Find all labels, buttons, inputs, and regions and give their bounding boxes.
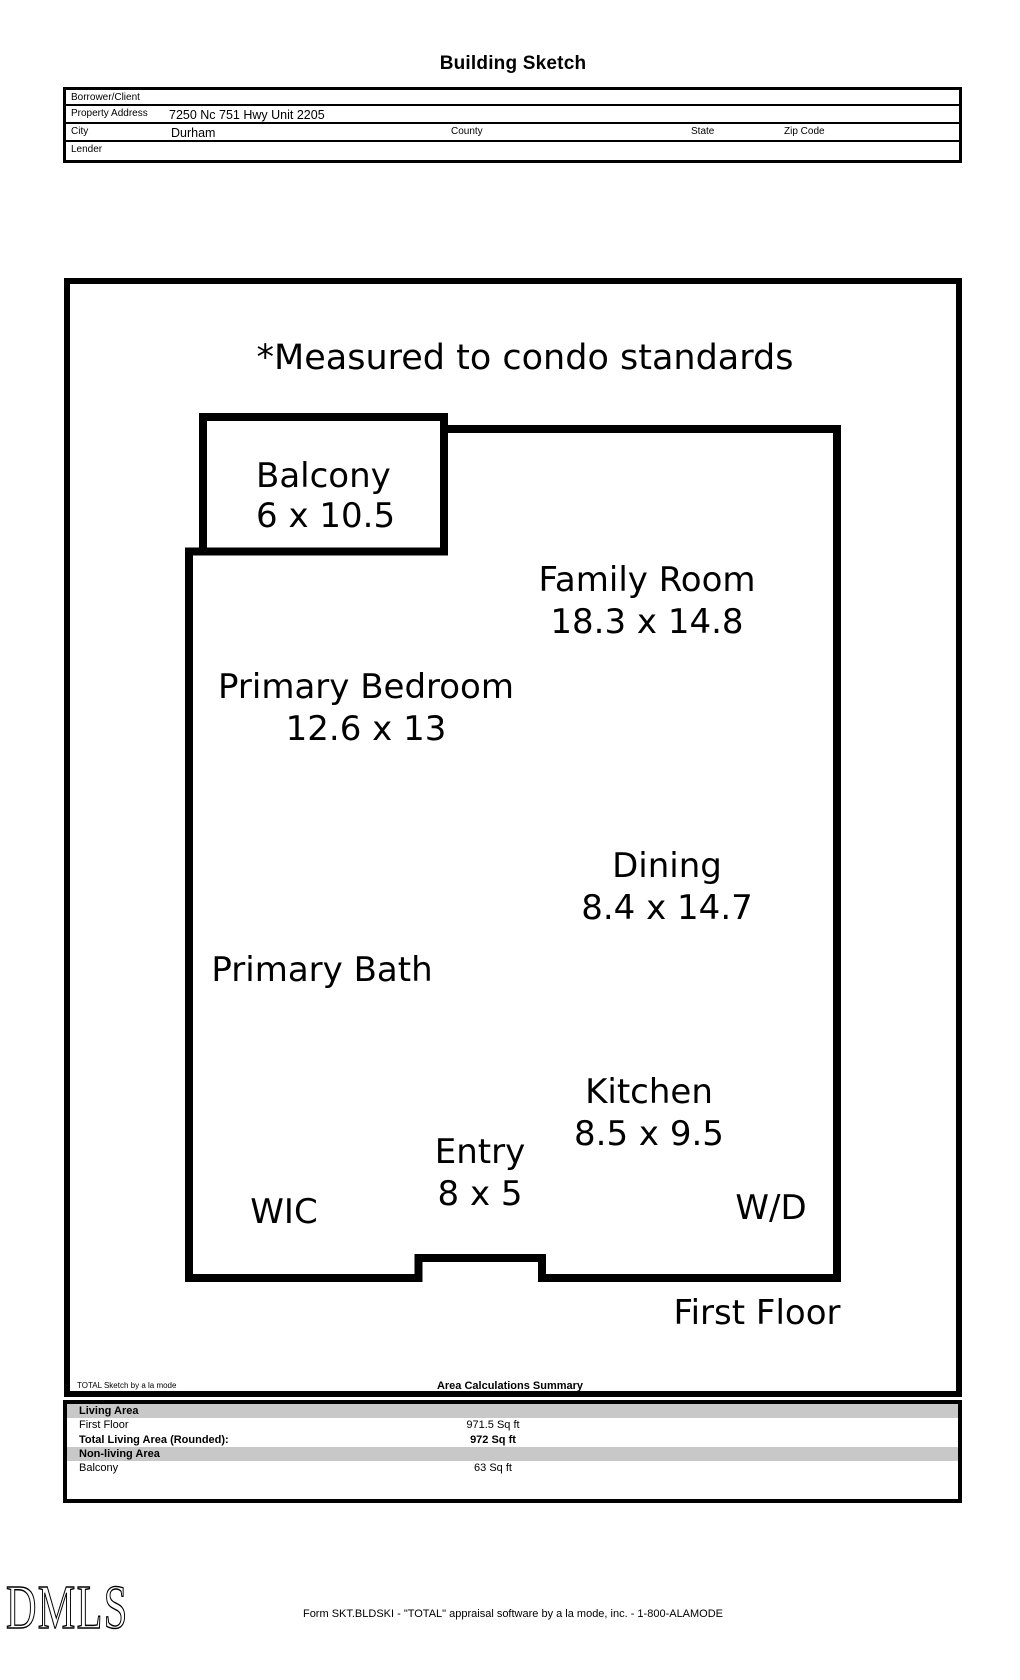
section-label: Living Area [79,1405,139,1417]
room-dims: 18.3 x 14.8 [550,602,744,642]
room-label-entry [435,1131,525,1215]
room-label-kitchen [574,1071,724,1155]
borrower-label: Borrower/Client [71,92,140,103]
property-address-label: Property Address [71,108,148,119]
row-label: First Floor [79,1419,129,1431]
summary-row-first-floor [67,1418,958,1433]
zip-code-label: Zip Code [784,126,825,137]
room-dims: 8 x 5 [437,1174,523,1214]
lender-label: Lender [71,144,103,155]
city-label: City [71,126,89,137]
room-label-primary-bath [211,949,432,991]
summary-section-living-area [67,1404,958,1418]
room-name: W/D [735,1188,807,1228]
page-title: Building Sketch [439,53,587,74]
row-label: Total Living Area (Rounded): [79,1434,229,1446]
room-name: Entry [434,1132,526,1172]
row-value: 63 Sq ft [474,1462,512,1474]
state-label: State [691,126,715,137]
section-label: Non-living Area [79,1448,160,1460]
room-name: WIC [250,1192,318,1232]
room-dims: 8.5 x 9.5 [574,1114,724,1154]
room-dims: 12.6 x 13 [285,709,447,749]
room-name: Primary Bath [211,950,433,990]
room-name: Kitchen [585,1072,713,1112]
county-label: County [451,126,483,137]
room-label-wd [735,1187,806,1229]
area-calculations-table [63,1400,962,1503]
dmls-logo: DMLS [6,1574,129,1642]
summary-section-non-living-area [67,1447,958,1461]
room-name: Family Room [538,560,756,600]
room-name: Primary Bedroom [218,667,514,707]
property-address-value: 7250 Nc 751 Hwy Unit 2205 [169,108,325,122]
room-label-balcony [256,456,395,536]
city-value: Durham [171,126,216,140]
summary-row-total-living-area [67,1433,958,1447]
room-dims: 8.4 x 14.7 [581,888,753,928]
room-name: Balcony [256,456,391,496]
row-value: 972 Sq ft [470,1434,516,1446]
summary-row-balcony [67,1461,958,1476]
room-name: Dining [612,846,722,886]
room-label-wic [250,1191,317,1233]
floor-label: First Floor [673,1293,841,1333]
room-dims: 6 x 10.5 [256,496,396,536]
room-label-primary-bedroom [218,666,514,750]
condo-standards-note: *Measured to condo standards [256,338,794,378]
room-label-dining [581,845,753,929]
row-label: Balcony [79,1462,119,1474]
room-label-family-room [538,559,755,643]
total-sketch-brand-note: TOTAL Sketch by a la mode [77,1381,177,1390]
area-calculations-title: Area Calculations Summary [436,1380,584,1392]
form-footer-text: Form SKT.BLDSKI - "TOTAL" appraisal software by a la mode, inc. - 1-800-ALAMODE [302,1608,724,1620]
row-value: 971.5 Sq ft [466,1419,520,1431]
